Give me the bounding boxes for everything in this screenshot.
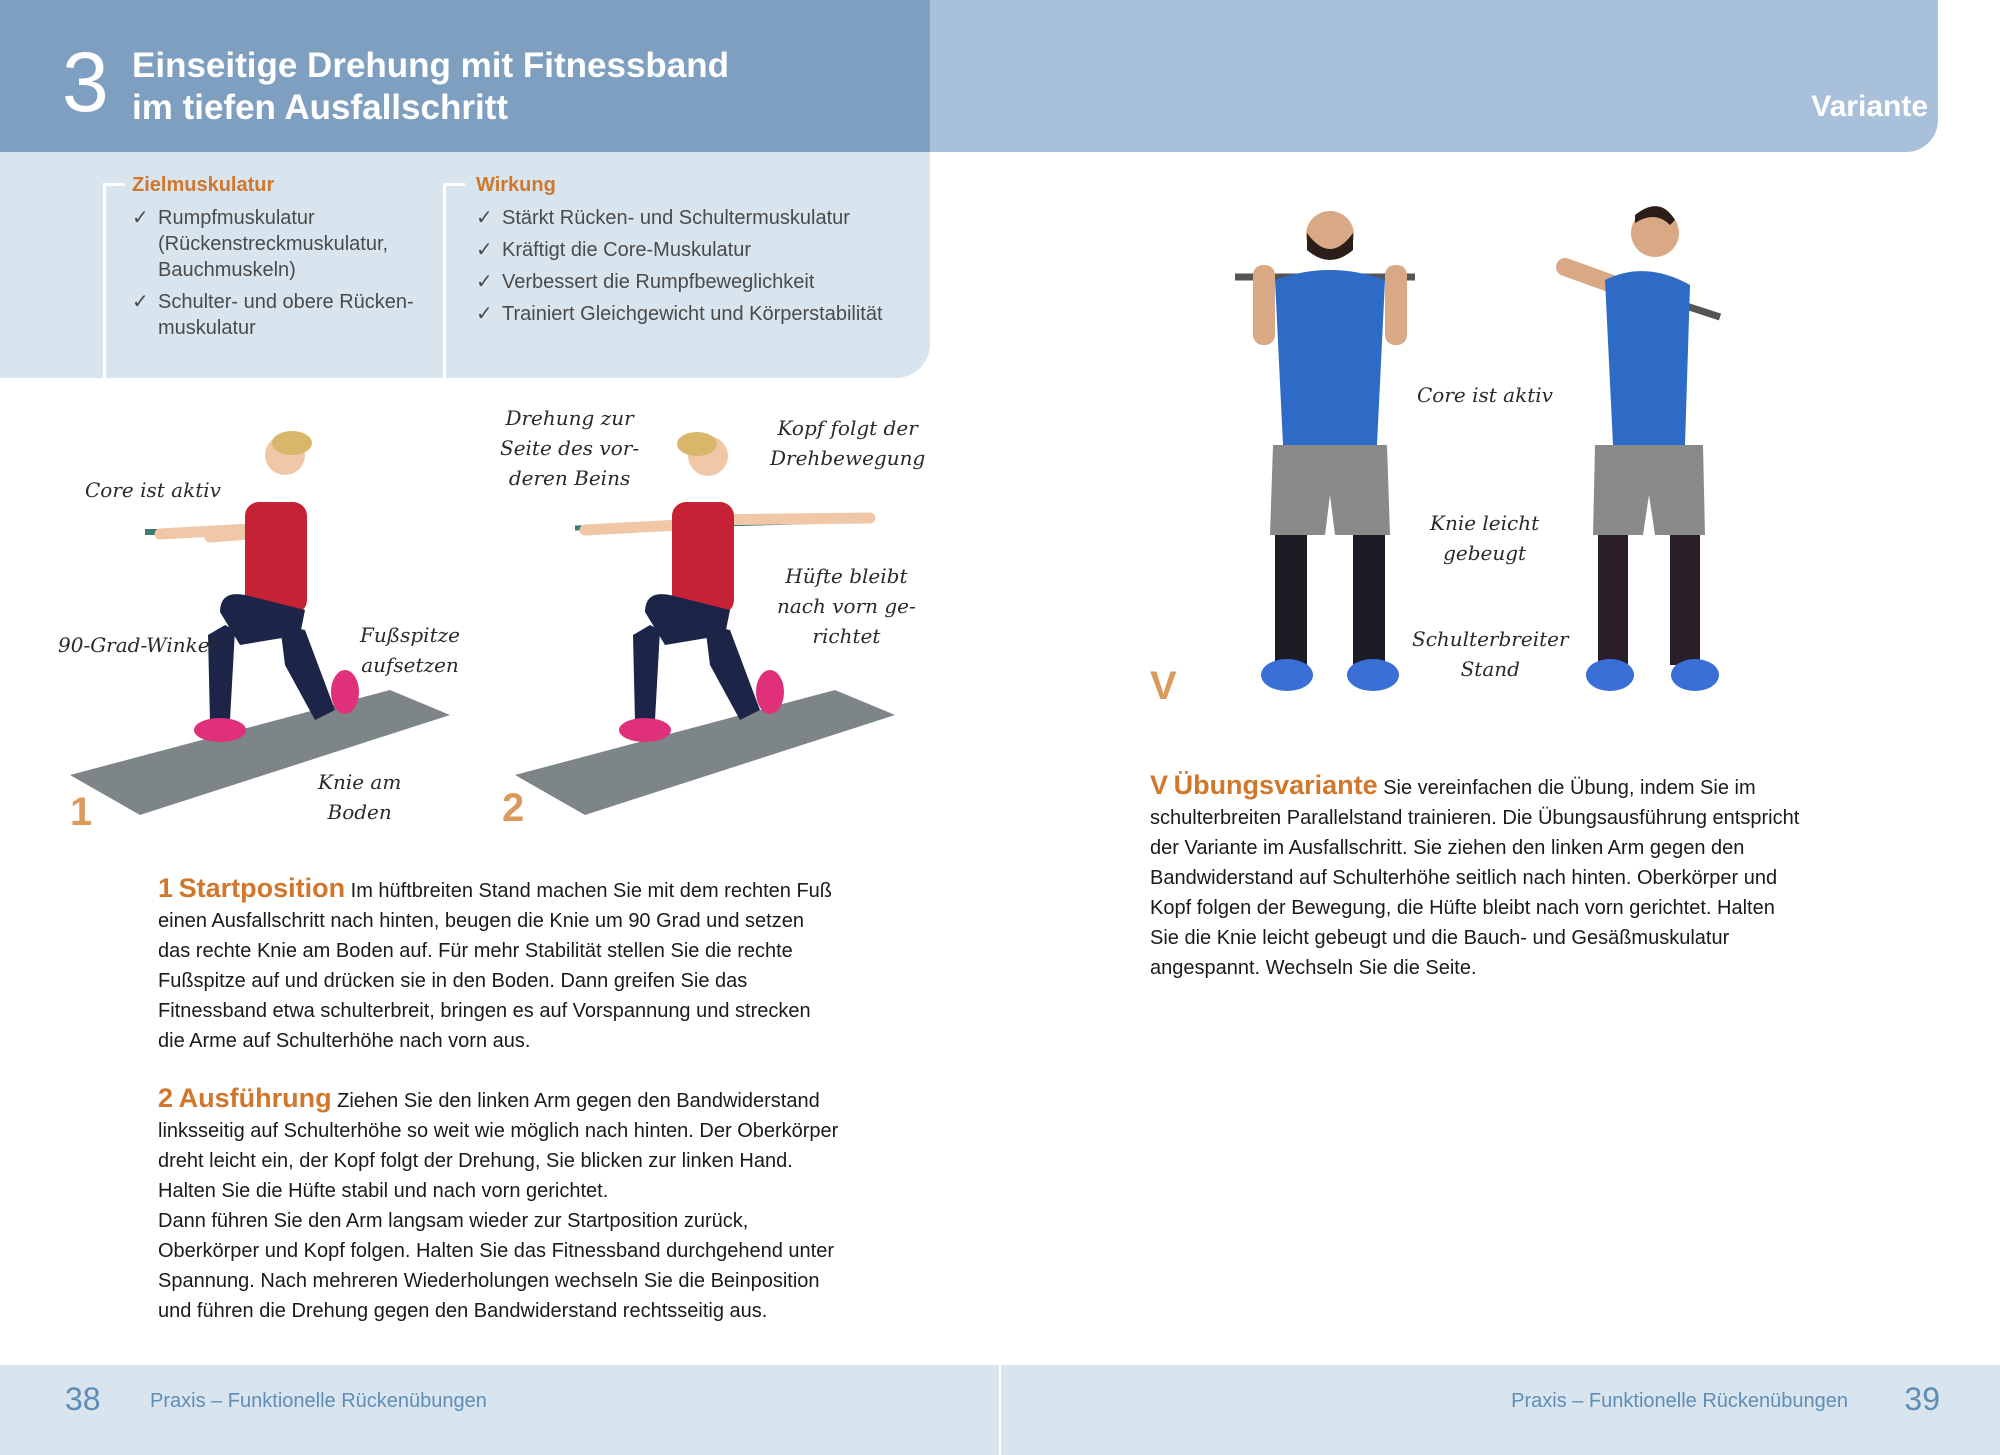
list-item: ✓ Verbessert die Rumpfbeweglichkeit	[476, 271, 815, 293]
step-execution-number: 2	[158, 1083, 174, 1113]
effect-heading: Wirkung	[476, 174, 556, 196]
page-number-left: 38	[65, 1381, 101, 1417]
effect-list	[476, 205, 916, 327]
shoe	[331, 670, 359, 714]
shoe	[1586, 659, 1634, 691]
shoe	[1347, 659, 1399, 691]
variant-heading: Übungsvariante	[1173, 770, 1378, 800]
check-icon: ✓	[476, 207, 493, 229]
header-band-right	[930, 0, 1938, 152]
person-torso	[672, 502, 734, 614]
shorts	[1270, 445, 1390, 535]
exercise-mat	[515, 690, 895, 815]
figure-number-2: 2	[502, 786, 525, 830]
footer-title-right: Praxis – Funktionelle Rückenübungen	[1511, 1390, 1848, 1412]
list-item: ✓ Schulter- und obere Rücken-muskulatur	[132, 291, 414, 339]
shoe	[194, 718, 246, 742]
page-gutter	[999, 1365, 1001, 1455]
column-bracket	[443, 183, 465, 378]
step-execution-heading: Ausführung	[178, 1083, 332, 1113]
variant-label: Variante	[1811, 90, 1928, 123]
footer-title-left: Praxis – Funktionelle Rückenübungen	[150, 1390, 487, 1412]
step-start-text: Im hüftbreiten Stand machen Sie mit dem rechten Fuß einen Ausfallschritt nach hinten, beugen die Knie um 90 Grad und setzen das rechte Knie am Boden auf. Für mehr Stabilität stellen Sie die rechte Fußspitze auf und drücken sie in den Boden. Dann greifen Sie das Fitnessband etwa schulterbreit, bringen es auf Vorspannung und strecken die Arme auf Schulterhöhe nach vorn aus.	[158, 880, 832, 1052]
list-item: ✓ Kräftigt die Core-Muskulatur	[476, 239, 751, 261]
effect-column	[476, 174, 916, 333]
shorts	[1593, 445, 1705, 535]
list-item: ✓ Trainiert Gleichgewicht und Körperstabilität	[476, 303, 883, 325]
label-toe-set: Fußspitze aufsetzen	[360, 623, 460, 677]
check-icon: ✓	[476, 271, 493, 293]
step-start-number: 1	[158, 873, 174, 903]
step-execution-paragraph	[158, 1083, 840, 1326]
chapter-number: 3	[62, 35, 109, 129]
shoe	[619, 718, 671, 742]
shoe	[1261, 659, 1313, 691]
label-knee-floor: Knie am Boden	[318, 770, 402, 824]
variant-text: Sie vereinfachen die Übung, indem Sie im schulterbreiten Parallelstand trainieren. Die Übungsausführung entspricht der Variante im Ausfallschritt. Sie ziehen den linken Arm gegen den Bandwiderstand auf Schulterhöhe seitlich nach hinten. Oberkörper und Kopf folgen der Bewegung, die Hüfte bleibt nach vorn gerichtet. Halten Sie die Knie leicht gebeugt und die Bauch- und Gesäßmuskulatur angespannt. Wechseln Sie die Seite.	[1150, 777, 1800, 979]
person-rotated-view	[1560, 206, 1720, 691]
step-execution-text: Ziehen Sie den linken Arm gegen den Bandwiderstand linksseitig auf Schulterhöhe so weit wie möglich nach hinten. Der Oberkörper dreht leicht ein, der Kopf folgt der Drehung, Sie blicken zur linken Hand. Halten Sie die Hüfte stabil und nach vorn gerichtet.	[158, 1090, 839, 1202]
label-head-follows: Kopf folgt der Drehbewegung	[770, 416, 926, 470]
check-icon: ✓	[132, 207, 149, 229]
person-torso	[1275, 270, 1385, 445]
check-icon: ✓	[476, 303, 493, 325]
shoe	[1671, 659, 1719, 691]
check-icon: ✓	[132, 291, 149, 313]
step-execution-text-continued: Dann führen Sie den Arm langsam wieder zur Startposition zurück, Oberkörper und Kopf folgen. Halten Sie das Fitnessband durchgehend unter Spannung. Nach mehreren Wiederholungen wechseln Sie die Beinposition und führen die Drehung gegen den Bandwiderstand rechtsseitig aus.	[158, 1210, 834, 1322]
label-90-degree: 90-Grad-Winkel	[58, 633, 216, 657]
page-number-right: 39	[1904, 1381, 1940, 1417]
list-item: ✓ Stärkt Rücken- und Schultermuskulatur	[476, 207, 850, 229]
label-core-active-variant: Core ist aktiv	[1417, 383, 1553, 407]
step-start-heading: Startposition	[178, 873, 346, 903]
person-torso	[245, 502, 307, 614]
column-bracket	[103, 183, 125, 378]
page-title-line2: im tiefen Ausfallschritt	[132, 88, 508, 127]
check-icon: ✓	[476, 239, 493, 261]
label-core-active: Core ist aktiv	[85, 478, 221, 502]
target-muscles-list	[132, 205, 432, 341]
page-title-line1: Einseitige Drehung mit Fitnessband	[132, 46, 730, 85]
person-torso	[1605, 271, 1690, 445]
label-knee-bent: Knie leicht gebeugt	[1430, 511, 1540, 565]
label-shoulder-stance: Schulterbreiter Stand	[1412, 627, 1569, 681]
person-front-view	[1235, 211, 1415, 691]
target-muscles-heading: Zielmuskulatur	[132, 174, 275, 196]
list-item: ✓ Rumpfmuskulatur (Rückenstreckmuskulatur, Bauchmuskeln)	[132, 207, 389, 281]
figure-number-1: 1	[70, 790, 93, 834]
figure-number-v: V	[1150, 664, 1177, 708]
label-turn-side: Drehung zur Seite des vor- deren Beins	[500, 406, 640, 490]
variant-number: V	[1150, 770, 1169, 800]
target-muscles-column	[132, 174, 432, 347]
shoe	[756, 670, 784, 714]
variant-paragraph	[1150, 770, 1800, 983]
step-start-paragraph	[158, 873, 840, 1056]
label-hip-forward: Hüfte bleibt nach vorn ge- richtet	[777, 564, 916, 648]
